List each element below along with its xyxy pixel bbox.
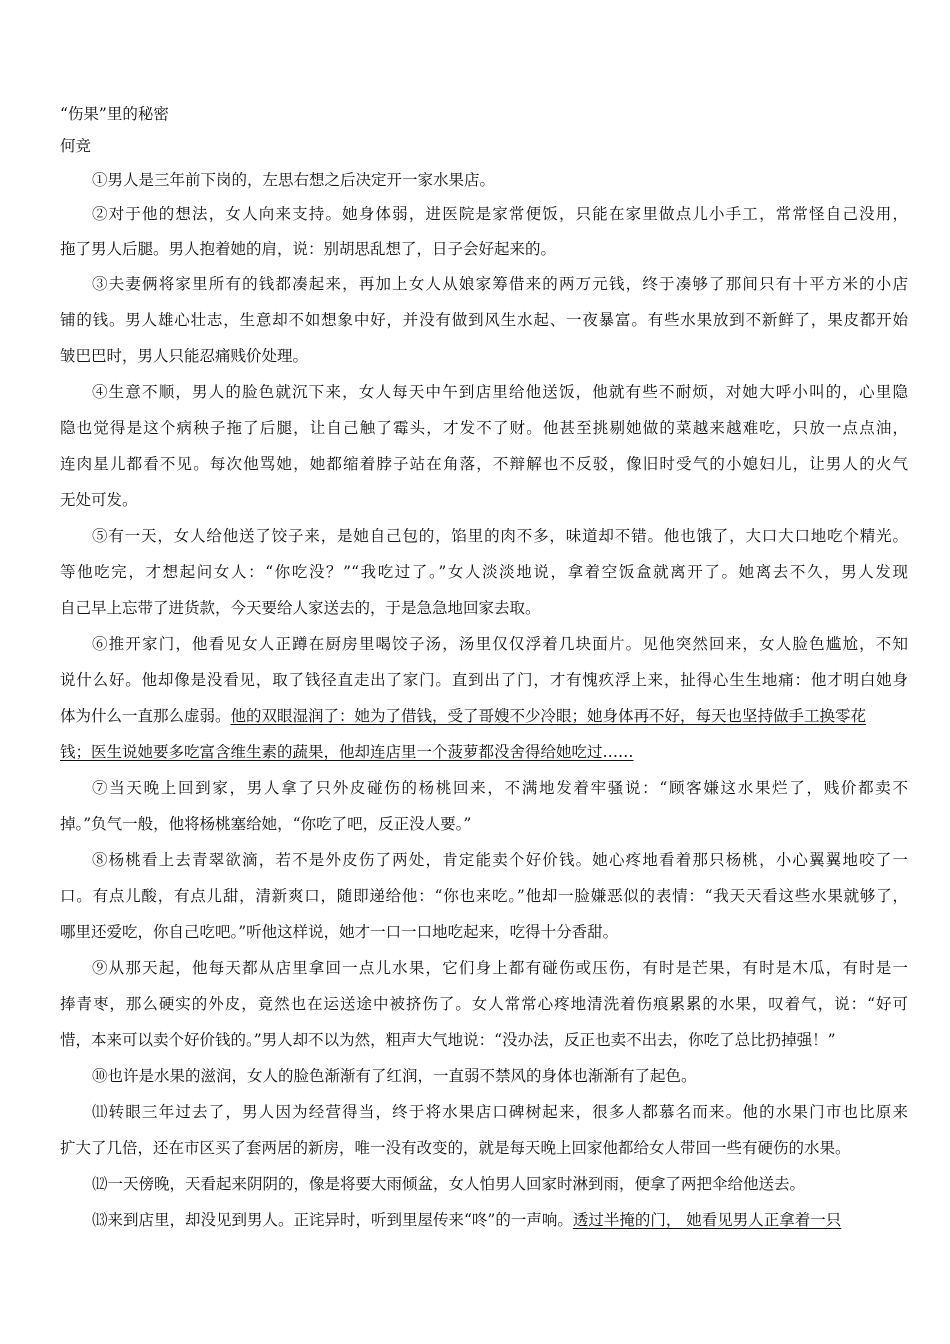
paragraph-12-line-1: ⑿一天傍晚，天看起来阴阴的，像是将要大雨倾盆，女人怕男人回家时淋到雨，便拿了两把伞给他送去。 — [92, 1175, 806, 1193]
paragraph-3-line-3: 皱巴巴时，男人只能忍痛贱价处理。 — [60, 347, 309, 365]
underlined-sentence-part-1: 他的双眼湿润了：她为了借钱，受了哥嫂不少冷眼；她身体再不好，每天也坚持做手工换零花 — [230, 707, 867, 725]
paragraph-7-line-2: 掉。”负气一般，他将杨桃塞给她，“你吃了吧，反正没人要。” — [60, 815, 472, 833]
paragraph-11-line-2: 扩大了几倍，还在市区买了套两居的新房，唯一没有改变的，就是每天晚上回家他都给女人带回一些有硬伤的水果。 — [60, 1139, 851, 1157]
paragraph-2-line-1: ②对于他的想法，女人向来支持。她身体弱，进医院是家常便饭，只能在家里做点儿小手工，常常怪自己没用， — [92, 205, 908, 223]
paragraph-5-line-3: 自己早上忘带了进货款，今天要给人家送去的，于是急急地回家去取。 — [60, 599, 541, 617]
paragraph-11-line-1: ⑾转眼三年过去了，男人因为经营得当，终于将水果店口碑树起来，很多人都慕名而来。他的水果门市也比原来 — [92, 1103, 908, 1121]
paragraph-4-line-2: 隐也觉得是这个病秧子拖了后腿，让自己触了霉头，才发不了财。他甚至挑剔她做的菜越来越难吃，只放一点点油， — [60, 419, 908, 437]
underlined-sentence-part-2: 钱；医生说她要多吃富含维生素的蔬果，他却连店里一个菠萝都没舍得给她吃过…… — [60, 743, 634, 761]
paragraph-6-line-3 — [60, 706, 908, 726]
paragraph-4-line-1: ④生意不顺，男人的脸色就沉下来，女人每天中午到店里给他送饭，他就有些不耐烦，对她大呼小叫的，心里隐 — [92, 383, 908, 401]
article-title: “伤果”里的秘密 — [60, 105, 169, 123]
paragraph-4-line-4: 无处可发。 — [60, 491, 138, 509]
paragraph-5-line-1: ⑤有一天，女人给他送了饺子来，是她自己包的，馅里的肉不多，味道却不错。他也饿了，大口大口地吃个精光。 — [92, 527, 908, 545]
paragraph-1-line-1: ①男人是三年前下岗的，左思右想之后决定开一家水果店。 — [92, 171, 496, 189]
paragraph-6-line-2: 说什么好。他却像是没看见，取了钱径直走出了家门。直到出了门，才有愧疚浮上来，扯得心生生地痛：他才明白她身 — [60, 671, 908, 689]
paragraph-9-line-3: 惜，本来可以卖个好价钱的。”男人却不以为然，粗声大气地说：“没办法，反正也卖不出去，你吃了总比扔掉强！” — [60, 1031, 836, 1049]
paragraph-8-line-2: 口。有点儿酸，有点儿甜，清新爽口，随即递给他：“你也来吃。”他却一脸嫌恶似的表情：“我天天看这些水果就够了， — [60, 887, 908, 905]
paragraph-13-line-1 — [92, 1210, 908, 1230]
paragraph-5-line-2: 等他吃完，才想起问女人：“你吃没？”“我吃过了。”女人淡淡地说，拿着空饭盒就离开了。她离去不久，男人发现 — [60, 563, 908, 581]
paragraph-4-line-3: 连肉星儿都看不见。每次他骂她，她都缩着脖子站在角落，不辩解也不反驳，像旧时受气的小媳妇儿，让男人的火气 — [60, 455, 908, 473]
paragraph-8-line-1: ⑧杨桃看上去青翠欲滴，若不是外皮伤了两处，肯定能卖个好价钱。她心疼地看着那只杨桃，小心翼翼地咬了一 — [92, 851, 908, 869]
paragraph-2-line-2: 拖了男人后腿。男人抱着她的肩，说：别胡思乱想了，日子会好起来的。 — [60, 240, 557, 258]
paragraph-8-line-3: 哪里还爱吃，你自己吃吧。”听他这样说，她才一口一口地吃起来，吃得十分香甜。 — [60, 923, 619, 941]
paragraph-6-line-4 — [60, 742, 908, 762]
article-author: 何竞 — [60, 137, 92, 155]
underlined-sentence-2: 透过半掩的门， 她看见男人正拿着一只 — [572, 1211, 842, 1229]
paragraph-9-line-2: 捧青枣，那么硬实的外皮，竟然也在运送途中被挤伤了。女人常常心疼地清洗着伤痕累累的水果，叹着气，说：“好可 — [60, 995, 908, 1013]
paragraph-6-line-1: ⑥推开家门，他看见女人正蹲在厨房里喝饺子汤，汤里仅仅浮着几块面片。见他突然回来，女人脸色尴尬，不知 — [92, 635, 908, 653]
paragraph-3-line-2: 铺的钱。男人雄心壮志，生意却不如想象中好，并没有做到风生水起、一夜暴富。有些水果放到不新鲜了，果皮都开始 — [60, 311, 908, 329]
paragraph-9-line-1: ⑨从那天起，他每天都从店里拿回一点儿水果，它们身上都有碰伤或压伤，有时是芒果，有时是木瓜，有时是一 — [92, 959, 908, 977]
paragraph-10-line-1: ⑩也许是水果的滋润，女人的脸色渐渐有了红润，一直弱不禁风的身体也渐渐有了起色。 — [92, 1067, 697, 1085]
paragraph-6-line-3-start: 体为什么一直那么虚弱。 — [60, 707, 231, 725]
paragraph-3-line-1: ③夫妻俩将家里所有的钱都凑起来，再加上女人从娘家筹借来的两万元钱，终于凑够了那间只有十平方米的小店 — [92, 275, 908, 293]
paragraph-7-line-1: ⑦当天晚上回到家，男人拿了只外皮碰伤的杨桃回来，不满地发着牢骚说：“顾客嫌这水果烂了，贱价都卖不 — [92, 779, 908, 797]
paragraph-13-line-1-start: ⒀来到店里，却没见到男人。正诧异时，听到里屋传来“咚”的一声响。 — [92, 1211, 573, 1229]
